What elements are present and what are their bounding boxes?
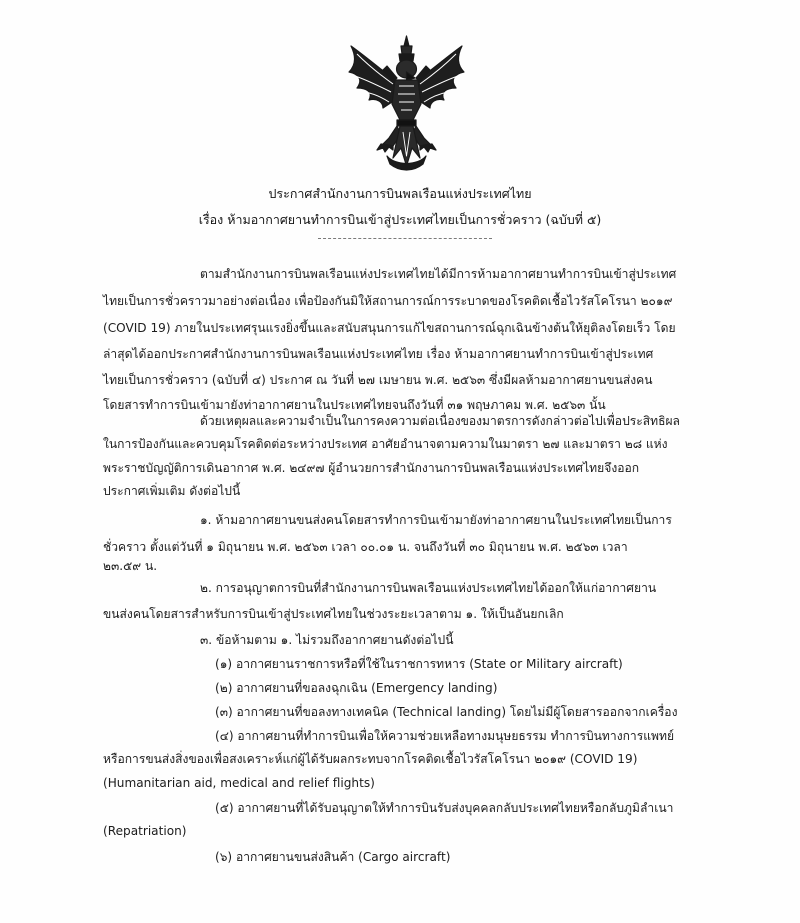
body-line: ไทยเป็นการชั่วคราว (ฉบับที่ ๔) ประกาศ ณ วันที่ ๒๗ เมษายน พ.ศ. ๒๕๖๓ ซึ่งมีผลห้ามอากาศยานขนส่งคน	[103, 373, 653, 387]
exemption-item: (๖) อากาศยานขนส่งสินค้า (Cargo aircraft)	[215, 850, 451, 864]
body-line: โดยสารทำการบินเข้ามายังท่าอากาศยานในประเทศไทยจนถึงวันที่ ๓๑ พฤษภาคม พ.ศ. ๒๕๖๓ นั้น	[103, 398, 606, 412]
body-line: ชั่วคราว ตั้งแต่วันที่ ๑ มิถุนายน พ.ศ. ๒๕๖๓ เวลา ๐๐.๐๑ น. จนถึงวันที่ ๓๐ มิถุนายน พ.ศ. ๒๕๖๓ เวลา	[103, 540, 628, 554]
body-line: ไทยเป็นการชั่วคราวมาอย่างต่อเนื่อง เพื่อป้องกันมิให้สถานการณ์การระบาดของโรคติดเชื้อไวรัสโคโรนา ๒๐๑๙	[103, 294, 673, 308]
clause-3: ๓. ข้อห้ามตาม ๑. ไม่รวมถึงอากาศยานดังต่อไปนี้	[200, 633, 454, 647]
exemption-item: (๔) อากาศยานที่ทำการบินเพื่อให้ความช่วยเหลือทางมนุษยธรรม ทำการบินทางการแพทย์	[215, 729, 675, 743]
clause-2: ๒. การอนุญาตการบินที่สำนักงานการบินพลเรือนแห่งประเทศไทยได้ออกให้แก่อากาศยาน	[200, 581, 657, 595]
clause-1: ๑. ห้ามอากาศยานขนส่งคนโดยสารทำการบินเข้ามายังท่าอากาศยานในประเทศไทยเป็นการ	[200, 513, 672, 527]
body-line: ตามสำนักงานการบินพลเรือนแห่งประเทศไทยได้มีการห้ามอากาศยานทำการบินเข้าสู่ประเทศ	[200, 267, 677, 281]
body-line: ด้วยเหตุผลและความจำเป็นในการคงความต่อเนื่องของมาตรการดังกล่าวต่อไปเพื่อประสิทธิผล	[200, 414, 680, 428]
body-line: ประกาศเพิ่มเติม ดังต่อไปนี้	[103, 484, 241, 498]
exemption-item: (๒) อากาศยานที่ขอลงฉุกเฉิน (Emergency landing)	[215, 681, 498, 695]
body-line: ในการป้องกันและควบคุมโรคติดต่อระหว่างประเทศ อาศัยอำนาจตามความในมาตรา ๒๗ และมาตรา ๒๘ แห่ง	[103, 437, 668, 451]
garuda-emblem-icon	[343, 34, 470, 174]
announcement-subject: เรื่อง ห้ามอากาศยานทำการบินเข้าสู่ประเทศไทยเป็นการชั่วคราว (ฉบับที่ ๕)	[198, 212, 602, 227]
body-line: ล่าสุดได้ออกประกาศสำนักงานการบินพลเรือนแห่งประเทศไทย เรื่อง ห้ามอากาศยานทำการบินเข้าสู่ประเทศ	[103, 347, 654, 361]
body-line: ขนส่งคนโดยสารสำหรับการบินเข้าสู่ประเทศไทยในช่วงระยะเวลาตาม ๑. ให้เป็นอันยกเลิก	[103, 607, 564, 621]
body-line: ๒๓.๕๙ น.	[103, 559, 158, 573]
body-line: (Humanitarian aid, medical and relief flights)	[103, 776, 375, 790]
header-divider	[318, 238, 492, 239]
body-line: หรือการขนส่งสิ่งของเพื่อสงเคราะห์แก่ผู้ได้รับผลกระทบจากโรคติดเชื้อไวรัสโคโรนา ๒๐๑๙ (COVID 19)	[103, 752, 638, 766]
exemption-item: (๓) อากาศยานที่ขอลงทางเทคนิค (Technical landing) โดยไม่มีผู้โดยสารออกจากเครื่อง	[215, 705, 678, 719]
exemption-item: (๕) อากาศยานที่ได้รับอนุญาตให้ทำการบินรับส่งบุคคลกลับประเทศไทยหรือกลับภูมิลำเนา	[215, 801, 674, 815]
body-line: (Repatriation)	[103, 824, 187, 838]
exemption-item: (๑) อากาศยานราชการหรือที่ใช้ในราชการทหาร (State or Military aircraft)	[215, 657, 623, 671]
body-line: (COVID 19) ภายในประเทศรุนแรงยิ่งขึ้นและสนับสนุนการแก้ไขสถานการณ์ฉุกเฉินข้างต้นให้ยุติลงโดยเร็ว โดย	[103, 321, 676, 335]
announcement-title: ประกาศสำนักงานการบินพลเรือนแห่งประเทศไทย	[268, 186, 532, 201]
announcement-header	[0, 181, 800, 233]
body-line: พระราชบัญญัติการเดินอากาศ พ.ศ. ๒๔๙๗ ผู้อำนวยการสำนักงานการบินพลเรือนแห่งประเทศไทยจึงออก	[103, 461, 640, 475]
